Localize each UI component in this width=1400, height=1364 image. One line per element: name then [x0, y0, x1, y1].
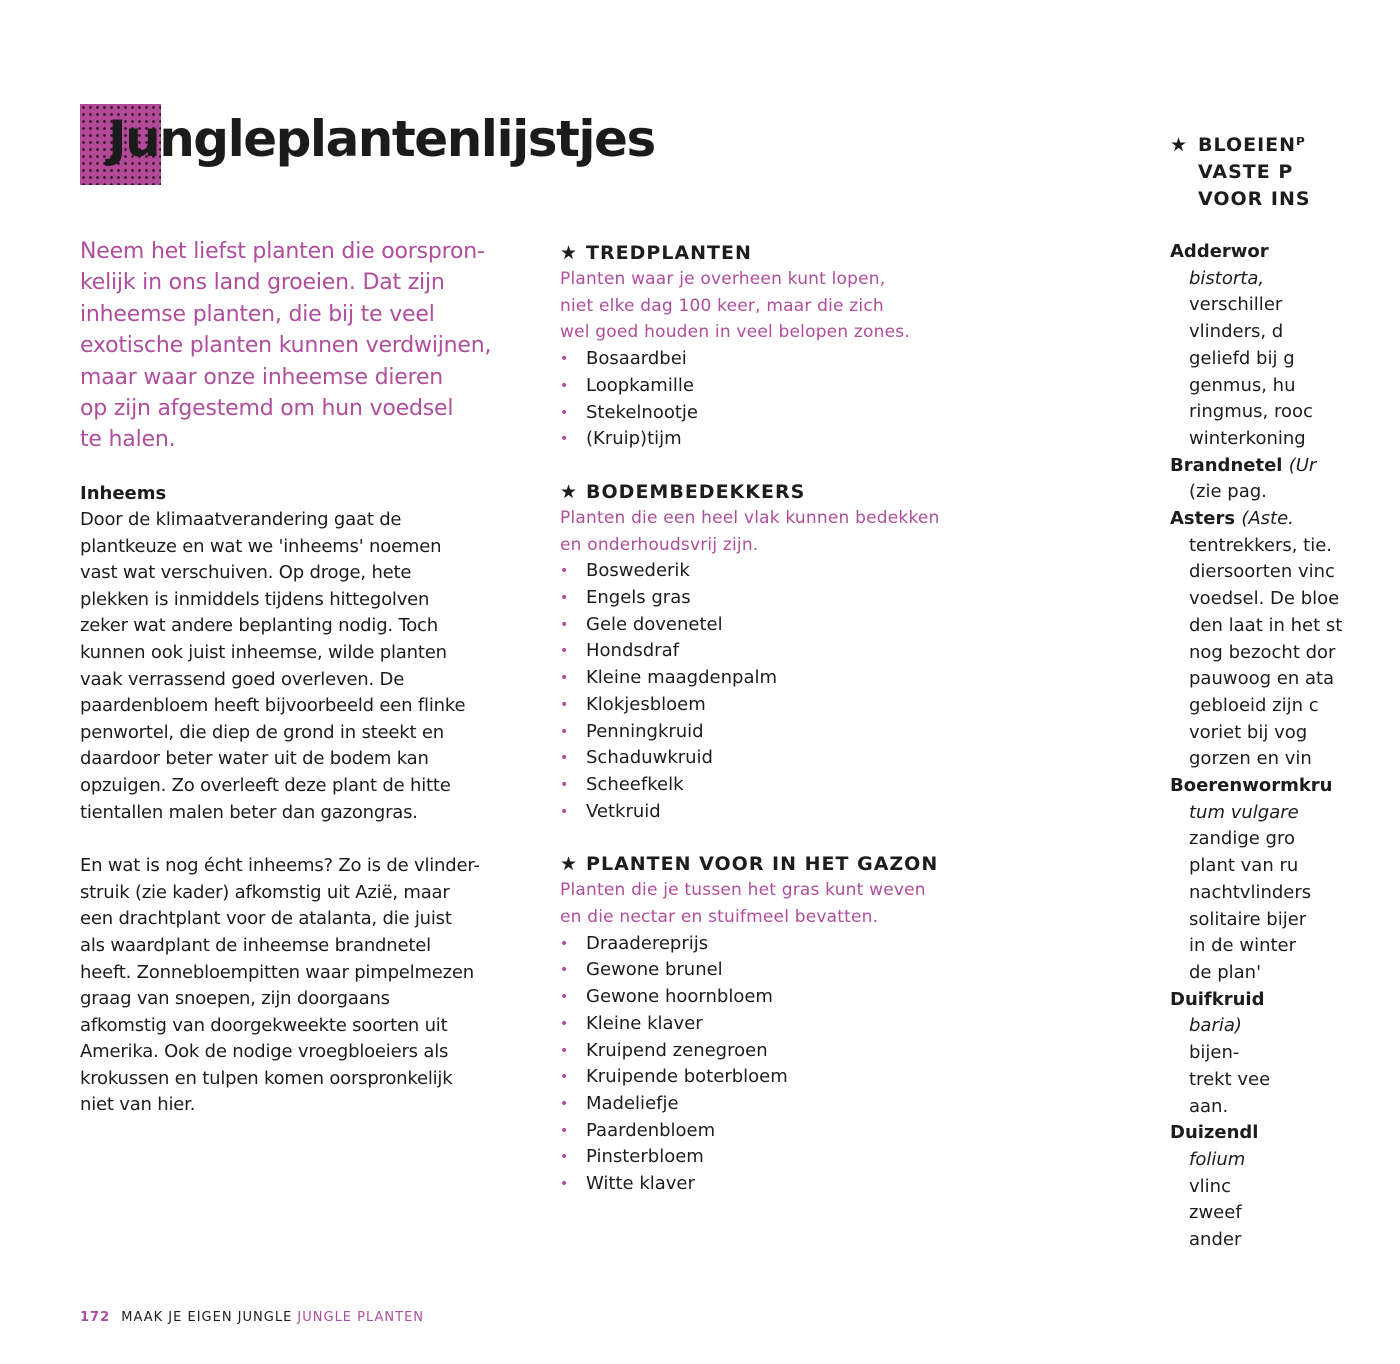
section-heading	[560, 240, 1000, 266]
list-item-label: Kruipend zenegroen	[586, 1039, 768, 1061]
latin-name: (Ur	[1288, 454, 1317, 476]
list-item	[560, 984, 1000, 1011]
page-number: 172	[80, 1310, 111, 1325]
description-line: Planten waar je overheen kunt lopen,	[560, 269, 886, 289]
line-text: geliefd bij g	[1189, 347, 1295, 369]
star-icon: ★	[560, 242, 579, 264]
line-text: Duizendl	[1170, 1122, 1259, 1144]
list-item-label: Hondsdraf	[586, 640, 679, 662]
list-item-label: Engels gras	[586, 587, 691, 609]
left-column	[80, 480, 530, 1119]
body-line: afkomstig van doorgekweekte soorten uit	[80, 1014, 448, 1036]
body-line	[1170, 1013, 1310, 1040]
footer-section: JUNGLE PLANTEN	[297, 1310, 425, 1325]
bullet-icon: •	[560, 643, 569, 660]
body-line	[1170, 880, 1310, 907]
description-line: niet elke dag 100 keer, maar die zich	[560, 295, 884, 316]
line-text: zweef	[1189, 1202, 1242, 1224]
body-line	[1170, 907, 1310, 934]
body-line: penwortel, die diep de grond in steekt en	[80, 721, 444, 743]
plant-list	[560, 346, 1000, 453]
list-item	[560, 665, 1000, 692]
plant-term-line	[1170, 987, 1310, 1014]
list-item	[560, 1011, 1000, 1038]
book-title: MAAK JE EIGEN JUNGLE	[121, 1310, 293, 1325]
body-line: plekken is inmiddels tijdens hittegolven	[80, 588, 430, 610]
plant-term-line	[1170, 453, 1317, 480]
body-line	[1170, 1094, 1310, 1121]
right-heading-line: VASTE P	[1198, 161, 1294, 183]
description-line: wel goed houden in veel belopen zones.	[560, 322, 910, 343]
body-line	[1170, 292, 1310, 319]
list-item	[560, 426, 1000, 453]
list-item-label: Gele dovenetel	[586, 613, 723, 635]
bullet-icon: •	[560, 1122, 569, 1139]
body-line: daardoor beter water uit de bodem kan	[80, 748, 429, 770]
list-item-label: Gewone hoornbloem	[586, 986, 773, 1008]
body-line: als waardplant de inheemse brandnetel	[80, 934, 431, 956]
bullet-icon: •	[560, 431, 569, 448]
body-line	[1170, 319, 1310, 346]
intro-line: kelijk in ons land groeien. Dat zijn	[80, 270, 445, 296]
description-line: Planten die je tussen het gras kunt weven	[560, 880, 926, 901]
body-line	[1170, 746, 1310, 773]
body-line: Amerika. Ook de nodige vroegbloeiers als	[80, 1041, 449, 1063]
body-line: krokussen en tulpen komen oorspronkelijk	[80, 1067, 453, 1089]
body-line: een drachtplant voor de atalanta, die juist	[80, 908, 452, 930]
body-line: Door de klimaatverandering gaat de	[80, 509, 402, 530]
intro-paragraph	[80, 236, 530, 456]
list-item-label: Loopkamille	[586, 374, 694, 396]
list-item	[560, 1118, 1000, 1145]
body-line: vast wat verschuiven. Op droge, hete	[80, 562, 412, 584]
section-gazon	[560, 851, 1000, 1197]
bullet-icon: •	[560, 1149, 569, 1166]
bullet-icon: •	[560, 351, 569, 368]
body-line	[1170, 720, 1310, 747]
list-item	[560, 1064, 1000, 1091]
body-paragraph-2	[80, 853, 530, 1119]
plant-list	[560, 558, 1000, 825]
line-text: vlinders, d	[1189, 321, 1284, 343]
list-item-label: Madeliefje	[586, 1092, 679, 1114]
line-text: gorzen en vin	[1189, 748, 1312, 770]
list-item	[560, 585, 1000, 612]
list-item	[560, 1038, 1000, 1065]
list-item-label: Klokjesbloem	[586, 693, 706, 715]
body-line	[1170, 1227, 1310, 1254]
line-text: bijen-	[1189, 1042, 1240, 1064]
line-text: voriet bij vog	[1189, 721, 1308, 743]
intro-line: Neem het liefst planten die oorspron-	[80, 239, 485, 264]
list-item-label: Scheefkelk	[586, 773, 684, 795]
intro-line: exotische planten kunnen verdwijnen,	[80, 333, 492, 359]
body-line	[1170, 373, 1310, 400]
line-text: genmus, hu	[1189, 374, 1296, 396]
body-line: struik (zie kader) afkomstig uit Azië, maar	[80, 881, 450, 903]
list-item-label: Witte klaver	[586, 1173, 695, 1195]
list-item-label: Draadereprijs	[586, 932, 709, 954]
right-body-text	[1170, 239, 1343, 1254]
section-description	[560, 266, 1000, 346]
body-line	[1170, 1147, 1310, 1174]
body-line: En wat is nog écht inheems? Zo is de vlinder-	[80, 855, 480, 877]
right-heading-line: VOOR INS	[1198, 188, 1311, 210]
body-line	[1170, 399, 1313, 426]
plant-term-line	[1170, 773, 1333, 800]
line-text: plant van ru	[1189, 855, 1299, 877]
list-item-label: Schaduwkruid	[586, 747, 713, 769]
body-line: plantkeuze en wat we 'inheems' noemen	[80, 535, 442, 557]
bullet-icon: •	[560, 1095, 569, 1112]
body-line	[1170, 826, 1310, 853]
body-line	[1170, 960, 1310, 987]
list-item	[560, 745, 1000, 772]
line-text: voedsel. De bloe	[1189, 588, 1340, 610]
line-text: verschiller	[1189, 294, 1283, 316]
section-heading-label: PLANTEN VOOR IN HET GAZON	[586, 853, 939, 876]
list-item	[560, 931, 1000, 958]
line-text: de plan'	[1189, 961, 1262, 983]
line-text: folium	[1189, 1148, 1246, 1170]
bullet-icon: •	[560, 377, 569, 394]
line-text: nog bezocht dor	[1189, 641, 1336, 663]
intro-line: inheemse planten, die bij te veel	[80, 301, 435, 327]
intro-line: op zijn afgestemd om hun voedsel	[80, 396, 454, 422]
plant-term-line	[1170, 506, 1310, 533]
list-item	[560, 1171, 1000, 1198]
list-item-label: Stekelnootje	[586, 401, 698, 423]
list-item	[560, 346, 1000, 373]
list-item	[560, 1144, 1000, 1171]
body-line	[1170, 933, 1310, 960]
list-item	[560, 558, 1000, 585]
bullet-icon: •	[560, 1069, 569, 1086]
list-item-label: Kleine maagdenpalm	[586, 667, 778, 689]
body-line	[1170, 613, 1343, 640]
bullet-icon: •	[560, 750, 569, 767]
middle-column	[560, 240, 1000, 1224]
list-item	[560, 957, 1000, 984]
description-line: en onderhoudsvrij zijn.	[560, 534, 759, 555]
line-text: diersoorten vinc	[1189, 561, 1335, 583]
section-bodembedekkers	[560, 479, 1000, 825]
line-text: winterkoning	[1189, 427, 1306, 449]
body-line	[1170, 479, 1310, 506]
line-text: pauwoog en ata	[1189, 668, 1335, 690]
list-item-label: Boswederik	[586, 560, 690, 582]
bullet-icon: •	[560, 723, 569, 740]
body-line: tientallen malen beter dan gazongras.	[80, 801, 418, 823]
bullet-icon: •	[560, 590, 569, 607]
list-item-label: Kleine klaver	[586, 1012, 703, 1034]
list-item-label: Penningkruid	[586, 720, 704, 742]
line-text: tum vulgare	[1189, 801, 1299, 823]
body-line	[1170, 1174, 1310, 1201]
section-heading-label: BODEMBEDEKKERS	[586, 480, 806, 503]
bullet-icon: •	[560, 1176, 569, 1193]
body-line	[1170, 800, 1310, 827]
section-description	[560, 877, 1000, 930]
body-paragraph-1	[80, 507, 530, 826]
body-line	[1170, 640, 1336, 667]
line-text: nachtvlinders	[1189, 881, 1312, 903]
line-text: vlinc	[1189, 1175, 1231, 1197]
line-text: aan.	[1189, 1095, 1229, 1117]
body-line: opzuigen. Zo overleeft deze plant de hitte	[80, 774, 451, 796]
bullet-icon: •	[560, 1015, 569, 1032]
list-item	[560, 719, 1000, 746]
body-line: niet van hier.	[80, 1094, 196, 1116]
bullet-icon: •	[560, 962, 569, 979]
section-heading	[560, 479, 1000, 505]
right-column-cropped	[1170, 132, 1343, 1252]
line-text: baria)	[1189, 1015, 1242, 1037]
intro-line: maar waar onze inheemse dieren	[80, 364, 444, 390]
section-tredplanten	[560, 240, 1000, 453]
list-item	[560, 373, 1000, 400]
subheading-inheems: Inheems	[80, 483, 167, 504]
line-text: gebloeid zijn c	[1189, 694, 1319, 716]
list-item-label: (Kruip)tijm	[586, 428, 682, 450]
bullet-icon: •	[560, 696, 569, 713]
bullet-icon: •	[560, 1042, 569, 1059]
list-item	[560, 612, 1000, 639]
body-line	[1170, 1067, 1310, 1094]
line-text: Duifkruid	[1170, 988, 1265, 1010]
bullet-icon: •	[560, 935, 569, 952]
body-line: vaak verrassend goed overleven. De	[80, 668, 405, 690]
list-item-label: Kruipende boterbloem	[586, 1066, 788, 1088]
bullet-icon: •	[560, 404, 569, 421]
list-item	[560, 400, 1000, 427]
star-icon: ★	[560, 853, 579, 876]
star-icon: ★	[1170, 134, 1189, 156]
list-item-label: Pinsterbloem	[586, 1146, 704, 1168]
bullet-icon: •	[560, 670, 569, 687]
bullet-icon: •	[560, 803, 569, 820]
body-line	[1170, 533, 1333, 560]
list-item-label: Vetkruid	[586, 800, 661, 822]
line-text: in de winter	[1189, 935, 1297, 957]
line-text: (zie pag.	[1189, 481, 1267, 503]
line-text: solitaire bijer	[1189, 908, 1307, 930]
bullet-icon: •	[560, 989, 569, 1006]
list-item	[560, 692, 1000, 719]
body-line: paardenbloem heeft bijvoorbeeld een flinke	[80, 695, 466, 717]
intro-line: te halen.	[80, 427, 176, 453]
line-text: ander	[1189, 1229, 1242, 1251]
body-line	[1170, 666, 1335, 693]
list-item	[560, 799, 1000, 826]
body-line	[1170, 1200, 1310, 1227]
body-line: graag van snoepen, zijn doorgaans	[80, 988, 390, 1010]
body-line: heeft. Zonnebloempitten waar pimpelmezen	[80, 961, 475, 983]
description-line: Planten die een heel vlak kunnen bedekken	[560, 507, 940, 528]
section-heading	[560, 851, 1000, 877]
line-text: Asters	[1170, 508, 1242, 530]
star-icon: ★	[560, 480, 579, 503]
body-line	[1170, 586, 1340, 613]
bullet-icon: •	[560, 776, 569, 793]
body-line	[1170, 426, 1310, 453]
body-line: kunnen ook juist inheemse, wilde planten	[80, 641, 447, 663]
line-text: tentrekkers, tie.	[1189, 534, 1333, 556]
plant-list	[560, 931, 1000, 1198]
latin-name: (Aste.	[1241, 508, 1294, 530]
body-line	[1170, 559, 1335, 586]
body-line	[1170, 266, 1310, 293]
page-title: Jungleplantenlijstjes	[108, 110, 655, 168]
right-heading-line: BLOEIENᴾ	[1198, 134, 1306, 156]
body-line	[1170, 346, 1310, 373]
list-item-label: Paardenbloem	[586, 1119, 716, 1141]
line-text: den laat in het st	[1189, 614, 1343, 636]
list-item	[560, 1091, 1000, 1118]
list-item-label: Bosaardbei	[586, 348, 687, 370]
plant-term-line	[1170, 1120, 1310, 1147]
description-line: en die nectar en stuifmeel bevatten.	[560, 907, 879, 928]
plant-term-line	[1170, 239, 1310, 266]
line-text: Adderwor	[1170, 241, 1269, 262]
list-item-label: Gewone brunel	[586, 959, 723, 981]
line-text: Boerenwormkru	[1170, 775, 1333, 797]
body-line	[1170, 853, 1310, 880]
list-item	[560, 772, 1000, 799]
body-line	[1170, 1040, 1310, 1067]
right-section-heading	[1170, 132, 1310, 213]
line-text: ringmus, rooc	[1189, 401, 1313, 423]
line-text: trekt vee	[1189, 1068, 1271, 1090]
line-text: Brandnetel	[1170, 454, 1289, 476]
line-text: zandige gro	[1189, 828, 1295, 850]
section-description	[560, 505, 1000, 558]
page-footer	[80, 1310, 424, 1325]
bullet-icon: •	[560, 563, 569, 580]
line-text: bistorta,	[1189, 267, 1265, 289]
list-item	[560, 638, 1000, 665]
body-line	[1170, 693, 1319, 720]
bullet-icon: •	[560, 616, 569, 633]
body-line: zeker wat andere beplanting nodig. Toch	[80, 615, 438, 637]
section-heading-label: TREDPLANTEN	[586, 242, 752, 264]
